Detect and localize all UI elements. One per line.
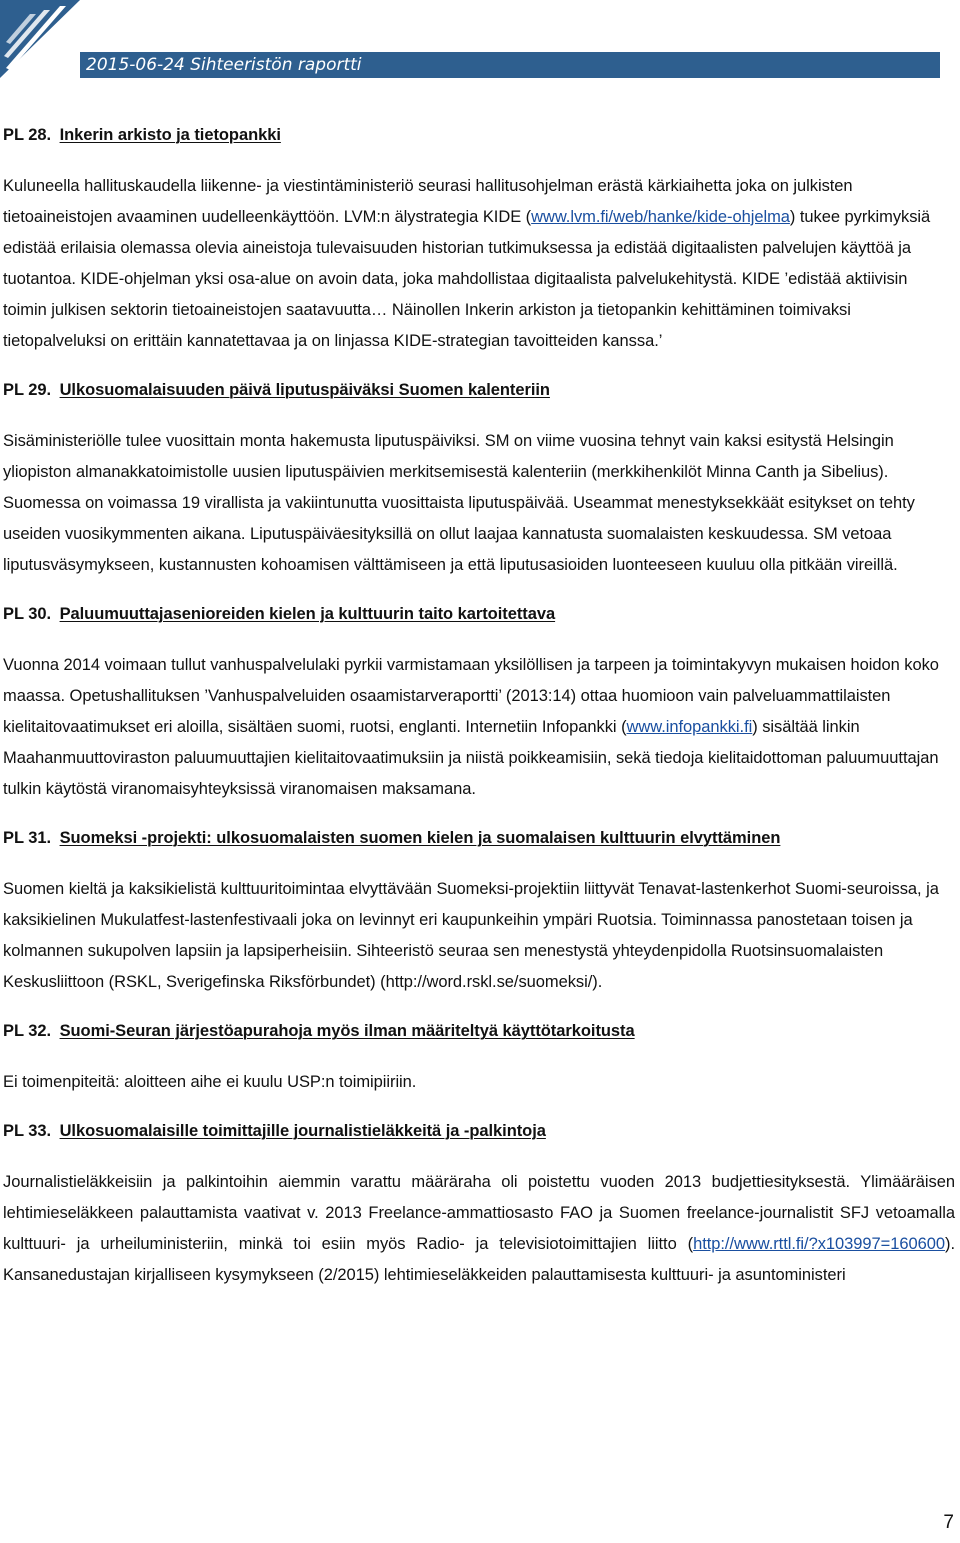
paragraph-text: ) tukee pyrkimyksiä edistää erilaisia olemassa olevia aineistoja tulevaisuuden historian tutkimuksessa ja edistää digitaalisten palvelujen käyttöä ja tuotantoa. KIDE-ohjelman yksi osa-alue on avoin data, joka mahdollistaa digitaalista palvelukehitystä. KIDE ’edistää aktiivisin toimin julkisen sektorin tietoaineistojen saatavuutta… Näinollen Inkerin arkiston ja tietopankin kehittäminen toimivaksi tietopalveluksi on erittäin kannatettavaa ja on linjassa KIDE-strategian tavoitteiden kanssa.’: [3, 208, 931, 350]
section-heading: [3, 823, 955, 854]
infopankki-link[interactable]: www.infopankki.fi: [626, 718, 753, 736]
rttl-link[interactable]: http://www.rttl.fi/?x103997=160600: [693, 1235, 946, 1253]
paragraph-text: Sisäministeriölle tulee vuosittain monta hakemusta liputuspäiviksi. SM on viime vuosina tehnyt vain kaksi esitystä Helsingin yliopiston almanakkatoimistolle uusien liputuspäivien merkitsemisestä kalenteriin (merkkihenkilöt Minna Canth ja Sibelius). Suomessa on voimassa 19 virallista ja vakiintunutta vuosittaista liputuspäivää. Useammat menestyksekkäät esitykset on tehty useiden vuosikymmenten aikana. Liputuspäiväesityksillä on ollut laajaa kannatusta suomalaisten keskuudessa. SM vetoaa liputusväsymykseen, kustannusten kohoamisen välttämiseen ja että liputusasioiden luonteeseen kuuluu olla pitkään vireillä.: [3, 432, 915, 574]
section-title: Suomi-Seuran järjestöapurahoja myös ilman määriteltyä käyttötarkoitusta: [59, 1022, 635, 1040]
paragraph: [3, 1067, 955, 1098]
section-heading: [3, 375, 955, 406]
paragraph: [3, 874, 955, 998]
section-number: PL 28.: [3, 126, 52, 144]
paragraph: [3, 171, 955, 357]
paragraph-text: ) sisältää linkin Maahanmuuttoviraston paluumuuttajien kielitaitovaatimuksiin ja niistä poikkeamisiin, sekä tiedoja kielitaidottoman paluumuuttajan tulkin käytöstä viranomaisyhteyksissä viranomaisen maksamana.: [3, 718, 939, 798]
section-number: PL 32.: [3, 1022, 52, 1040]
paragraph-text: Ei toimenpiteitä: aloitteen aihe ei kuulu USP:n toimipiiriin.: [3, 1073, 417, 1091]
report-title: 2015-06-24 Sihteeristön raportti: [80, 52, 940, 78]
section-heading: [3, 120, 955, 151]
section-title: Ulkosuomalaisuuden päivä liputuspäiväksi Suomen kalenteriin: [59, 381, 550, 399]
paragraph-text: Vuonna 2014 voimaan tullut vanhuspalvelulaki pyrkii varmistamaan yksilöllisen ja tarpeen ja toimintakyvyn mukaisen hoidon koko maassa. Opetushallituksen ’Vanhuspalveluiden osaamistarveraportti’ (2013:14) ottaa huomioon vain palveluammattilaisten kielitaitovaatimukset eri aloilla, sisältäen suomi, ruotsi, englanti. Internetiin Infopankki (: [3, 656, 939, 736]
kide-link[interactable]: www.lvm.fi/web/hanke/kide-ohjelma: [531, 208, 790, 226]
section-number: PL 33.: [3, 1122, 52, 1140]
section-title: Ulkosuomalaisille toimittajille journalistieläkkeitä ja -palkintoja: [59, 1122, 546, 1140]
paragraph: [3, 1167, 955, 1291]
section-heading: [3, 599, 955, 630]
paragraph-text: ). Kansanedustajan kirjalliseen kysymykseen (2/2015) lehtimieseläkkeiden palauttamisesta kulttuuri- ja asuntoministeri: [3, 1235, 955, 1284]
paragraph-text: Journalistieläkkeisiin ja palkintoihin aiemmin varattu määräraha oli poistettu vuoden 2013 budjettiesityksestä. Ylimääräisen lehtimieseläkkeen palauttamista vaativat v. 2013 Freelance-ammattiosasto FAO ja Suomen freelance-journalistit SFJ vetoamalla kulttuuri- ja urheiluministeriin, minkä toi esiin myös Radio- ja televisiotoimittajien liitto (: [3, 1173, 955, 1253]
section-heading: [3, 1116, 955, 1147]
section-heading: [3, 1016, 955, 1047]
page-number: 7: [943, 1512, 954, 1533]
paragraph: [3, 650, 955, 805]
blue-triangles-logo-icon: [0, 0, 80, 80]
paragraph-text: Suomen kieltä ja kaksikielistä kulttuuritoimintaa elvyttävään Suomeksi-projektiin liittyvät Tenavat-lastenkerhot Suomi-seuroissa, ja kaksikielinen Mukulatfest-lastenfestivaali joka on levinnyt eri kaupunkeihin ympäri Ruotsia. Toiminnassa panostetaan toisen ja kolmannen sukupolven lapsiin ja lapsiperheisiin. Sihteeristö seuraa sen menestystä yhteydenpidolla Ruotsinsuomalaisten Keskusliittoon (RSKL, Sverigefinska Riksförbundet) (http://word.rskl.se/suomeksi/).: [3, 880, 939, 991]
section-number: PL 29.: [3, 381, 52, 399]
document-body: [3, 120, 955, 1309]
paragraph: [3, 426, 955, 581]
section-title: Paluumuuttajasenioreiden kielen ja kulttuurin taito kartoitettava: [59, 605, 556, 623]
paragraph-text: Kuluneella hallituskaudella liikenne- ja viestintäministeriö seurasi hallitusohjelman erästä kärkiaihetta joka on julkisten tietoaineistojen avaaminen uudelleenkäyttöön. LVM:n älystrategia KIDE (: [3, 177, 853, 226]
page-header: [0, 0, 960, 90]
section-title: Suomeksi -projekti: ulkosuomalaisten suomen kielen ja suomalaisen kulttuurin elvyttäminen: [59, 829, 781, 847]
section-title: Inkerin arkisto ja tietopankki: [59, 126, 281, 144]
section-number: PL 30.: [3, 605, 52, 623]
section-number: PL 31.: [3, 829, 52, 847]
